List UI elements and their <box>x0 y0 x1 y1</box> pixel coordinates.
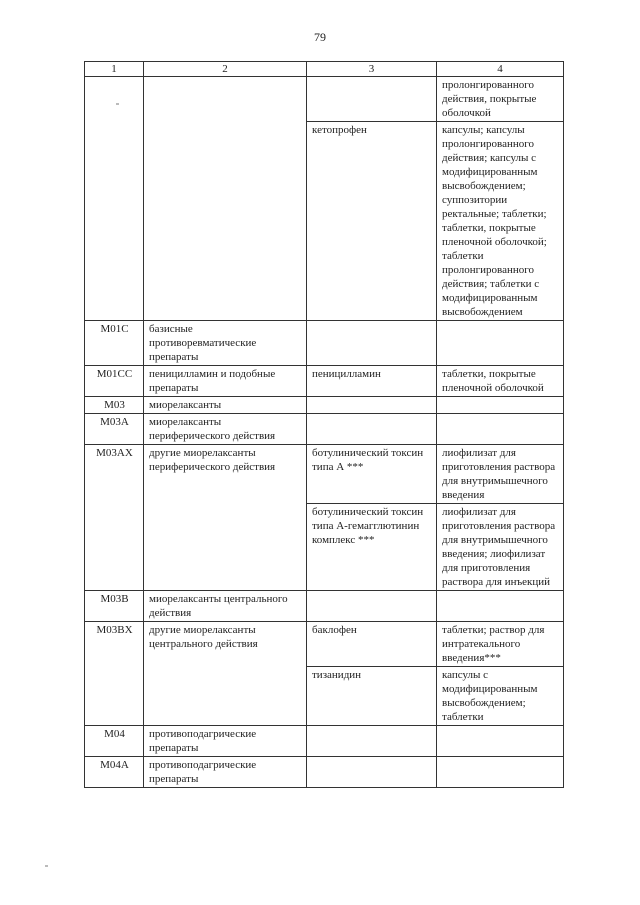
atc-code-cell: M01CC <box>85 366 144 397</box>
atc-code-cell: M04 <box>85 726 144 757</box>
form-cell <box>437 397 564 414</box>
drug-cell: пеницилламин <box>307 366 437 397</box>
form-cell <box>437 591 564 622</box>
atc-code-cell: M03AX <box>85 445 144 591</box>
drug-cell: ботулинический токсин типа А-гемагглютинин комплекс *** <box>307 504 437 591</box>
group-cell <box>144 77 307 321</box>
form-cell: таблетки, покрытые пленочной оболочкой <box>437 366 564 397</box>
drug-cell <box>307 726 437 757</box>
group-cell: противоподагрические препараты <box>144 726 307 757</box>
header-row <box>85 62 564 77</box>
table-row <box>85 622 564 667</box>
drug-cell <box>307 77 437 122</box>
drug-cell <box>307 591 437 622</box>
group-cell: пеницилламин и подобные препараты <box>144 366 307 397</box>
table-row <box>85 414 564 445</box>
form-cell: пролонгированного действия, покрытые оболочкой <box>437 77 564 122</box>
group-cell: другие миорелаксанты центрального действия <box>144 622 307 726</box>
drug-cell: баклофен <box>307 622 437 667</box>
drug-cell <box>307 414 437 445</box>
table-row <box>85 591 564 622</box>
scan-speck <box>45 865 48 867</box>
table-row <box>85 445 564 504</box>
form-cell <box>437 726 564 757</box>
table-row <box>85 397 564 414</box>
page-number: 79 <box>314 30 326 44</box>
form-cell <box>437 414 564 445</box>
atc-code-cell: M03A <box>85 414 144 445</box>
header-cell-group: 2 <box>144 62 307 77</box>
form-cell: лиофилизат для приготовления раствора для внутримышечного введения <box>437 445 564 504</box>
table-row <box>85 726 564 757</box>
group-cell: миорелаксанты центрального действия <box>144 591 307 622</box>
drug-cell <box>307 321 437 366</box>
group-cell: миорелаксанты периферического действия <box>144 414 307 445</box>
table-row <box>85 77 564 122</box>
drug-cell <box>307 397 437 414</box>
table-row <box>85 321 564 366</box>
form-cell <box>437 757 564 788</box>
table-row <box>85 366 564 397</box>
form-cell <box>437 321 564 366</box>
group-cell: другие миорелаксанты периферического действия <box>144 445 307 591</box>
form-cell: лиофилизат для приготовления раствора для внутримышечного введения; лиофилизат для приготовления раствора для инъекций <box>437 504 564 591</box>
drug-cell: ботулинический токсин типа А *** <box>307 445 437 504</box>
group-cell: противоподагрические препараты <box>144 757 307 788</box>
drug-cell: кетопрофен <box>307 122 437 321</box>
table-row <box>85 757 564 788</box>
atc-code-cell: M04A <box>85 757 144 788</box>
header-cell-drug: 3 <box>307 62 437 77</box>
atc-code-cell: M01C <box>85 321 144 366</box>
header-cell-code: 1 <box>85 62 144 77</box>
form-cell: капсулы с модифицированным высвобождением; таблетки <box>437 667 564 726</box>
form-cell: капсулы; капсулы пролонгированного действия; капсулы с модифицированным высвобождением; суппозитории ректальные; таблетки; таблетки, покрытые пленочной оболочкой; таблетки пролонгированного действия; таблетки с модифицированным высвобождением <box>437 122 564 321</box>
atc-code-cell <box>85 77 144 321</box>
drug-table <box>84 61 564 788</box>
drug-cell: тизанидин <box>307 667 437 726</box>
atc-code-cell: M03 <box>85 397 144 414</box>
drug-cell <box>307 757 437 788</box>
form-cell: таблетки; раствор для интратекального введения*** <box>437 622 564 667</box>
group-cell: базисные противоревматические препараты <box>144 321 307 366</box>
group-cell: миорелаксанты <box>144 397 307 414</box>
atc-code-cell: M03BX <box>85 622 144 726</box>
atc-code-cell: M03B <box>85 591 144 622</box>
header-cell-form: 4 <box>437 62 564 77</box>
